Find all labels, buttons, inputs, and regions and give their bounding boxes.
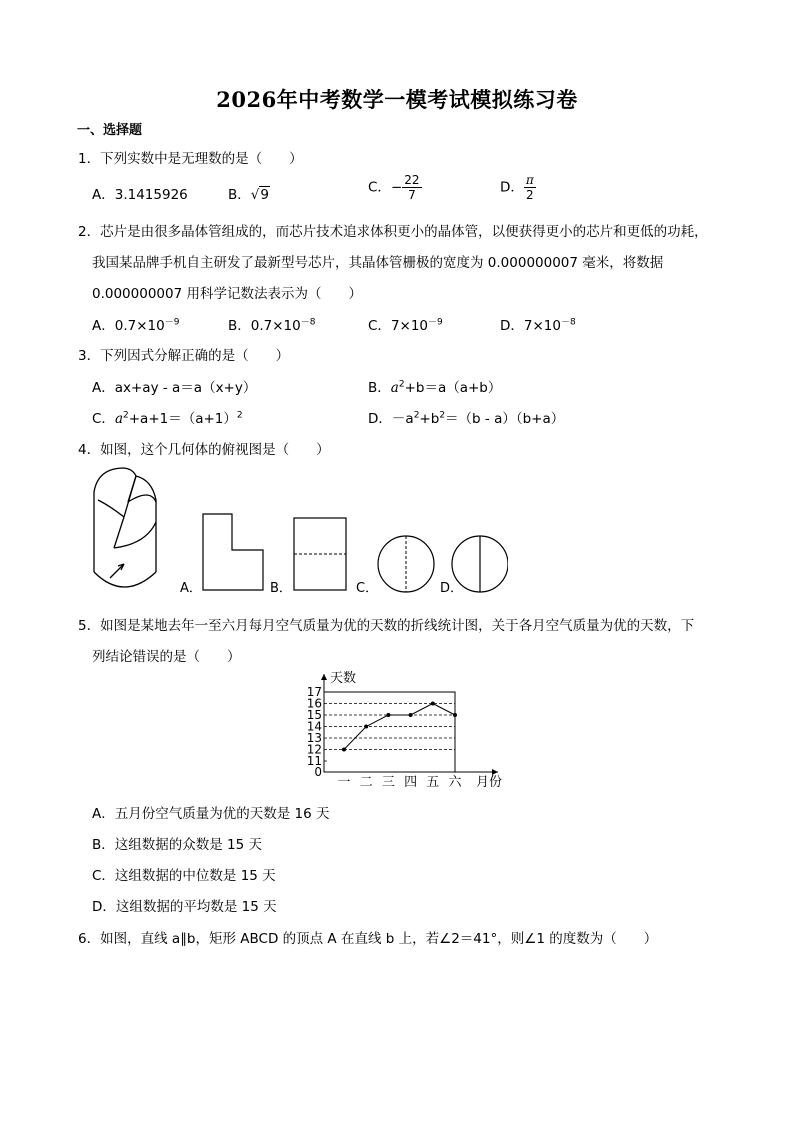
q1-option-b: B．√9 — [228, 187, 269, 203]
chart-data-point — [409, 713, 413, 717]
q1-option-d: D． $\frac{\pi}{2}$ — [500, 173, 534, 202]
q4-b-label: B． — [270, 581, 292, 596]
question-1-stem: 1．下列实数中是无理数的是（ ） — [78, 151, 303, 167]
chart-x-tick-label: 六 — [448, 775, 462, 790]
question-3-stem: 3．下列因式分解正确的是（ ） — [78, 348, 290, 364]
chart-x-tick-label: 二 — [359, 775, 373, 790]
q4-figure — [88, 462, 508, 602]
q2-option-a: A．$0.7\times 10^{-9}$ — [92, 317, 180, 334]
chart-y-tick-label: 13 — [306, 731, 322, 745]
q4-d-label: D． — [440, 581, 464, 596]
q5-option-c: C．这组数据的中位数是 15 天 — [92, 868, 276, 884]
chart-y-tick-label: 11 — [306, 754, 322, 768]
chart-data-point — [431, 702, 435, 706]
section-heading: 一、选择题 — [77, 123, 143, 138]
chart-y-tick-label: 12 — [306, 742, 322, 757]
chart-data-point — [364, 725, 368, 729]
chart-y-tick-label: 15 — [306, 708, 322, 722]
question-2-line-3: 0.000000007 用科学记数法表示为（ ） — [92, 286, 362, 302]
q1-option-a: A．3.1415926 — [92, 187, 188, 203]
q3-option-b: B．$a^2+b=a(a+b)$ — [368, 379, 502, 396]
page-title: 2026年中考数学一模考试模拟练习卷 — [216, 87, 578, 112]
question-5-line-1: 5．如图是某地去年一至六月每月空气质量为优的天数的折线统计图，关于各月空气质量为优的天数，下 — [78, 618, 695, 634]
q2-option-b: B．$0.7\times 10^{-8}$ — [228, 317, 316, 334]
question-2-line-1: 2．芯片是由很多晶体管组成的，而芯片技术追求体积更小的晶体管，以便获得更小的芯片和更低的功耗， — [78, 224, 708, 240]
chart-y-tick-label: 16 — [306, 696, 322, 711]
q5-option-a: A．五月份空气质量为优的天数是 16 天 — [92, 806, 330, 822]
chart-y-tick-label: 17 — [306, 685, 322, 699]
q2-option-d: D．$7\times 10^{-8}$ — [500, 317, 576, 334]
q1-option-c: C．− $\frac{22}{7}$ — [368, 173, 420, 202]
chart-data-point — [386, 713, 390, 717]
chart-y-axis-label: 天数 — [330, 671, 357, 686]
q4-option-a-shape — [203, 514, 263, 590]
chart-x-tick-label: 一 — [337, 775, 351, 790]
chart-x-tick-label: 五 — [426, 775, 440, 790]
question-2-line-2: 我国某品牌手机自主研发了最新型号芯片，其晶体管栅极的宽度为 0.000000007 毫米，将数据 — [92, 255, 664, 271]
q4-a-label: A． — [180, 581, 202, 596]
chart-y-tick-label: 0 — [314, 765, 322, 779]
q4-c-label: C． — [356, 581, 379, 596]
question-6-stem: 6．如图，直线 a∥b，矩形 ABCD 的顶点 A 在直线 b 上，若∠2＝41°，则∠1 的度数为（ ） — [78, 931, 658, 947]
chart-x-tick-label: 三 — [381, 775, 395, 790]
q2-option-c: C．$7\times 10^{-9}$ — [368, 317, 443, 334]
q3-option-c: C．$a^2+a+1=(a+1)^2$ — [92, 410, 243, 427]
chart-plot-frame — [324, 692, 455, 772]
chart-x-axis-label: 月份 — [476, 775, 503, 790]
q5-option-b: B．这组数据的众数是 15 天 — [92, 837, 263, 853]
q3-option-a: A．ax+ay - a＝a（x+y） — [92, 380, 257, 396]
q3-option-d: D．$-a^2+b^2=(b - a)(b+a)$ — [368, 410, 565, 427]
chart-data-point — [453, 713, 457, 717]
chart-data-point — [342, 748, 346, 752]
air-quality-line-chart — [300, 668, 520, 792]
chart-x-tick-label: 四 — [404, 775, 418, 790]
question-4-stem: 4．如图，这个几何体的俯视图是（ ） — [78, 442, 330, 458]
q5-option-d: D．这组数据的平均数是 15 天 — [92, 899, 277, 915]
chart-y-axis-arrow — [321, 674, 327, 680]
question-5-line-2: 列结论错误的是（ ） — [92, 649, 241, 665]
geometric-solid — [94, 468, 156, 587]
chart-y-tick-label: 14 — [306, 719, 322, 734]
